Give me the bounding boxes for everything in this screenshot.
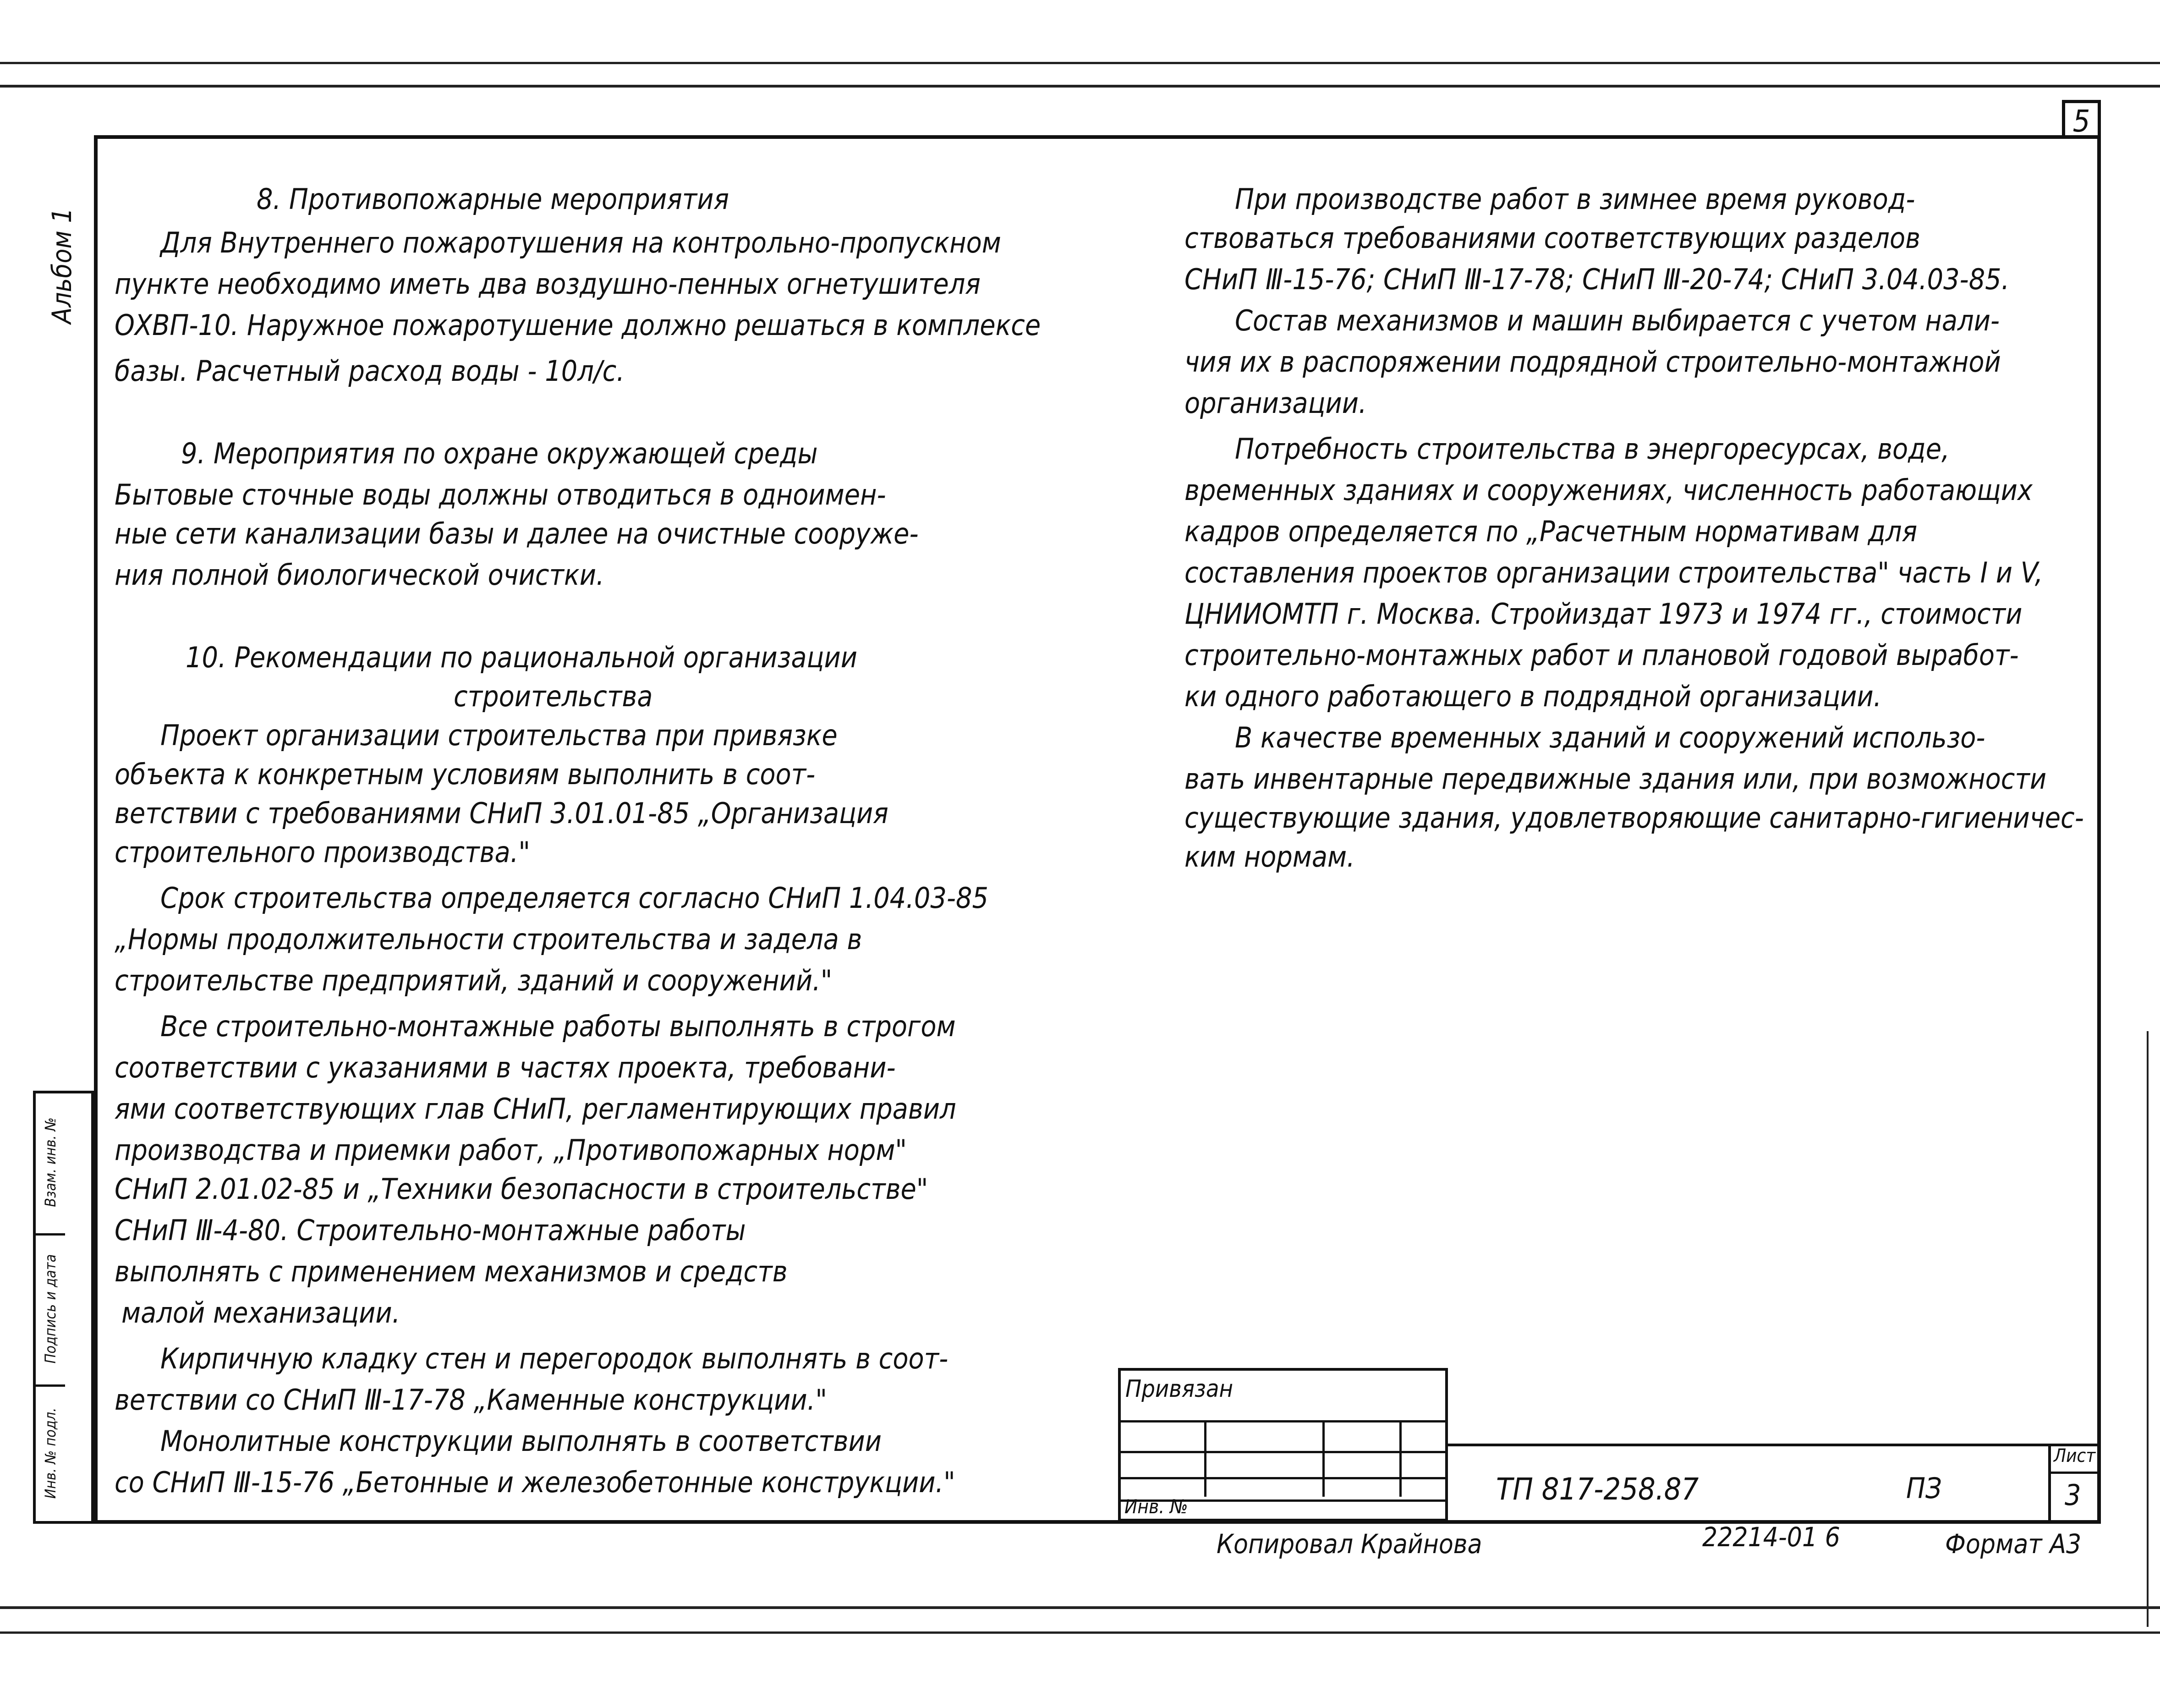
text-line: объекта к конкретным условиям выполнить в соот-: [115, 758, 816, 791]
text-line: ствоваться требованиями соответствующих разделов: [1184, 221, 1920, 255]
section-8-heading: 8. Противопожарные мероприятия: [257, 182, 729, 216]
left-stamp-strip: [33, 1091, 94, 1524]
text-line: кадров определяется по „Расчетным нормативам для: [1184, 515, 1918, 548]
text-line: чия их в распоряжении подрядной строительно-монтажной: [1184, 345, 2001, 379]
stamp-row-line: [1121, 1451, 1445, 1453]
text-line: ЦНИИОМТП г. Москва. Стройиздат 1973 и 1974 гг., стоимости: [1184, 597, 2023, 631]
stamp-col-line: [1322, 1420, 1325, 1497]
text-line: производства и приемки работ, „Противопожарных норм": [115, 1133, 907, 1167]
text-line: При производстве работ в зимнее время руковод-: [1235, 182, 1915, 216]
copied-by: Копировал Крайнова: [1217, 1528, 1482, 1560]
vzam-label: Взам. инв. №: [42, 1117, 59, 1207]
text-line: малой механизации.: [121, 1296, 400, 1329]
text-line: ветствии с требованиями СНиП 3.01.01-85 „Организация: [115, 796, 888, 830]
text-line: со СНиП Ⅲ-15-76 „Бетонные и железобетонные конструкции.": [115, 1466, 955, 1499]
text-line: соответствии с указаниями в частях проекта, требовани-: [115, 1051, 896, 1084]
text-line: СНиП Ⅲ-4-80. Строительно-монтажные работы: [115, 1214, 746, 1247]
sheet-box: [2048, 1446, 2101, 1524]
section-10-heading: 10. Рекомендации по рациональной организации: [186, 641, 857, 674]
top-rule: [0, 62, 2160, 64]
inv-no-label: Инв. №: [1124, 1495, 1188, 1518]
text-line: Срок строительства определяется согласно СНиП 1.04.03-85: [160, 881, 988, 915]
stamp-col-line: [1204, 1420, 1206, 1497]
bottom-rule: [0, 1606, 2160, 1609]
text-line: Монолитные конструкции выполнять в соответствии: [160, 1424, 882, 1458]
text-line: Для Внутреннего пожаротушения на контрольно-пропускном: [160, 226, 1001, 259]
inv-podl-label: Инв. № подл.: [42, 1407, 59, 1499]
section-code: ПЗ: [1906, 1472, 1942, 1505]
text-line: Все строительно-монтажные работы выполнять в строгом: [160, 1010, 956, 1043]
album-label: Альбом 1: [46, 208, 77, 324]
right-edge-rule: [2147, 1031, 2149, 1627]
text-line: Состав механизмов и машин выбирается с учетом нали-: [1235, 304, 2000, 337]
text-line: строительно-монтажных работ и плановой годовой выработ-: [1184, 638, 2019, 672]
podpis-label: Подпись и дата: [42, 1254, 59, 1364]
text-line: строительного производства.": [115, 835, 531, 869]
sheet-number: 3: [2065, 1478, 2081, 1512]
text-line: „Нормы продолжительности строительства и задела в: [115, 923, 862, 956]
text-line: ки одного работающего в подрядной организации.: [1184, 680, 1882, 713]
order-number: 22214-01 6: [1702, 1521, 1840, 1553]
sheet-label: Лист: [2054, 1445, 2096, 1466]
text-line: составления проектов организации строительства" часть I и V,: [1184, 556, 2043, 589]
text-line: СНиП 2.01.02-85 и „Техники безопасности в строительстве": [115, 1172, 928, 1206]
text-line: Бытовые сточные воды должны отводиться в одноимен-: [115, 478, 886, 511]
project-code: ТП 817-258.87: [1496, 1472, 1699, 1507]
text-line: строительстве предприятий, зданий и сооружений.": [115, 964, 833, 997]
text-line: ные сети канализации базы и далее на очистные сооруже-: [115, 517, 919, 550]
text-line: ветствии со СНиП Ⅲ-17-78 „Каменные конструкции.": [115, 1383, 828, 1417]
top-rule-2: [0, 85, 2160, 88]
stamp-col-line: [1399, 1420, 1402, 1497]
section-10-heading-cont: строительства: [454, 680, 653, 713]
bottom-rule-2: [0, 1631, 2160, 1634]
stamp-row-line: [1121, 1477, 1445, 1479]
text-line: ОХВП-10. Наружное пожаротушение должно решаться в комплексе: [115, 308, 1041, 342]
format-label: Формат А3: [1945, 1528, 2082, 1560]
text-line: Потребность строительства в энергоресурсах, воде,: [1235, 432, 1950, 466]
stamp-row-line: [1121, 1420, 1445, 1422]
sheet-box-divider: [2051, 1472, 2101, 1474]
corner-sheet-number: 5: [2062, 100, 2101, 139]
text-line: СНиП Ⅲ-15-76; СНиП Ⅲ-17-78; СНиП Ⅲ-20-74; СНиП 3.04.03-85.: [1184, 263, 2010, 296]
text-line: выполнять с применением механизмов и средств: [115, 1255, 788, 1288]
text-line: существующие здания, удовлетворяющие санитарно-гигиеничес-: [1184, 801, 2084, 835]
text-line: Кирпичную кладку стен и перегородок выполнять в соот-: [160, 1342, 948, 1375]
text-line: В качестве временных зданий и сооружений использо-: [1235, 721, 1985, 754]
text-line: ния полной биологической очистки.: [115, 558, 604, 592]
text-line: пункте необходимо иметь два воздушно-пенных огнетушителя: [115, 267, 981, 301]
privyazan-label: Привязан: [1125, 1375, 1234, 1403]
title-block: [1448, 1444, 2101, 1524]
text-line: ями соответствующих глав СНиП, регламентирующих правил: [115, 1092, 956, 1126]
text-line: Проект организации строительства при привязке: [160, 719, 838, 752]
text-line: временных зданиях и сооружениях, численность работающих: [1184, 473, 2033, 507]
text-line: организации.: [1184, 386, 1367, 420]
text-line: базы. Расчетный расход воды - 10л/с.: [115, 354, 625, 388]
section-9-heading: 9. Мероприятия по охране окружающей среды: [181, 437, 818, 470]
text-line: вать инвентарные передвижные здания или, при возможности: [1184, 762, 2047, 796]
binding-stamp: [1118, 1368, 1448, 1521]
text-line: ким нормам.: [1184, 840, 1355, 873]
